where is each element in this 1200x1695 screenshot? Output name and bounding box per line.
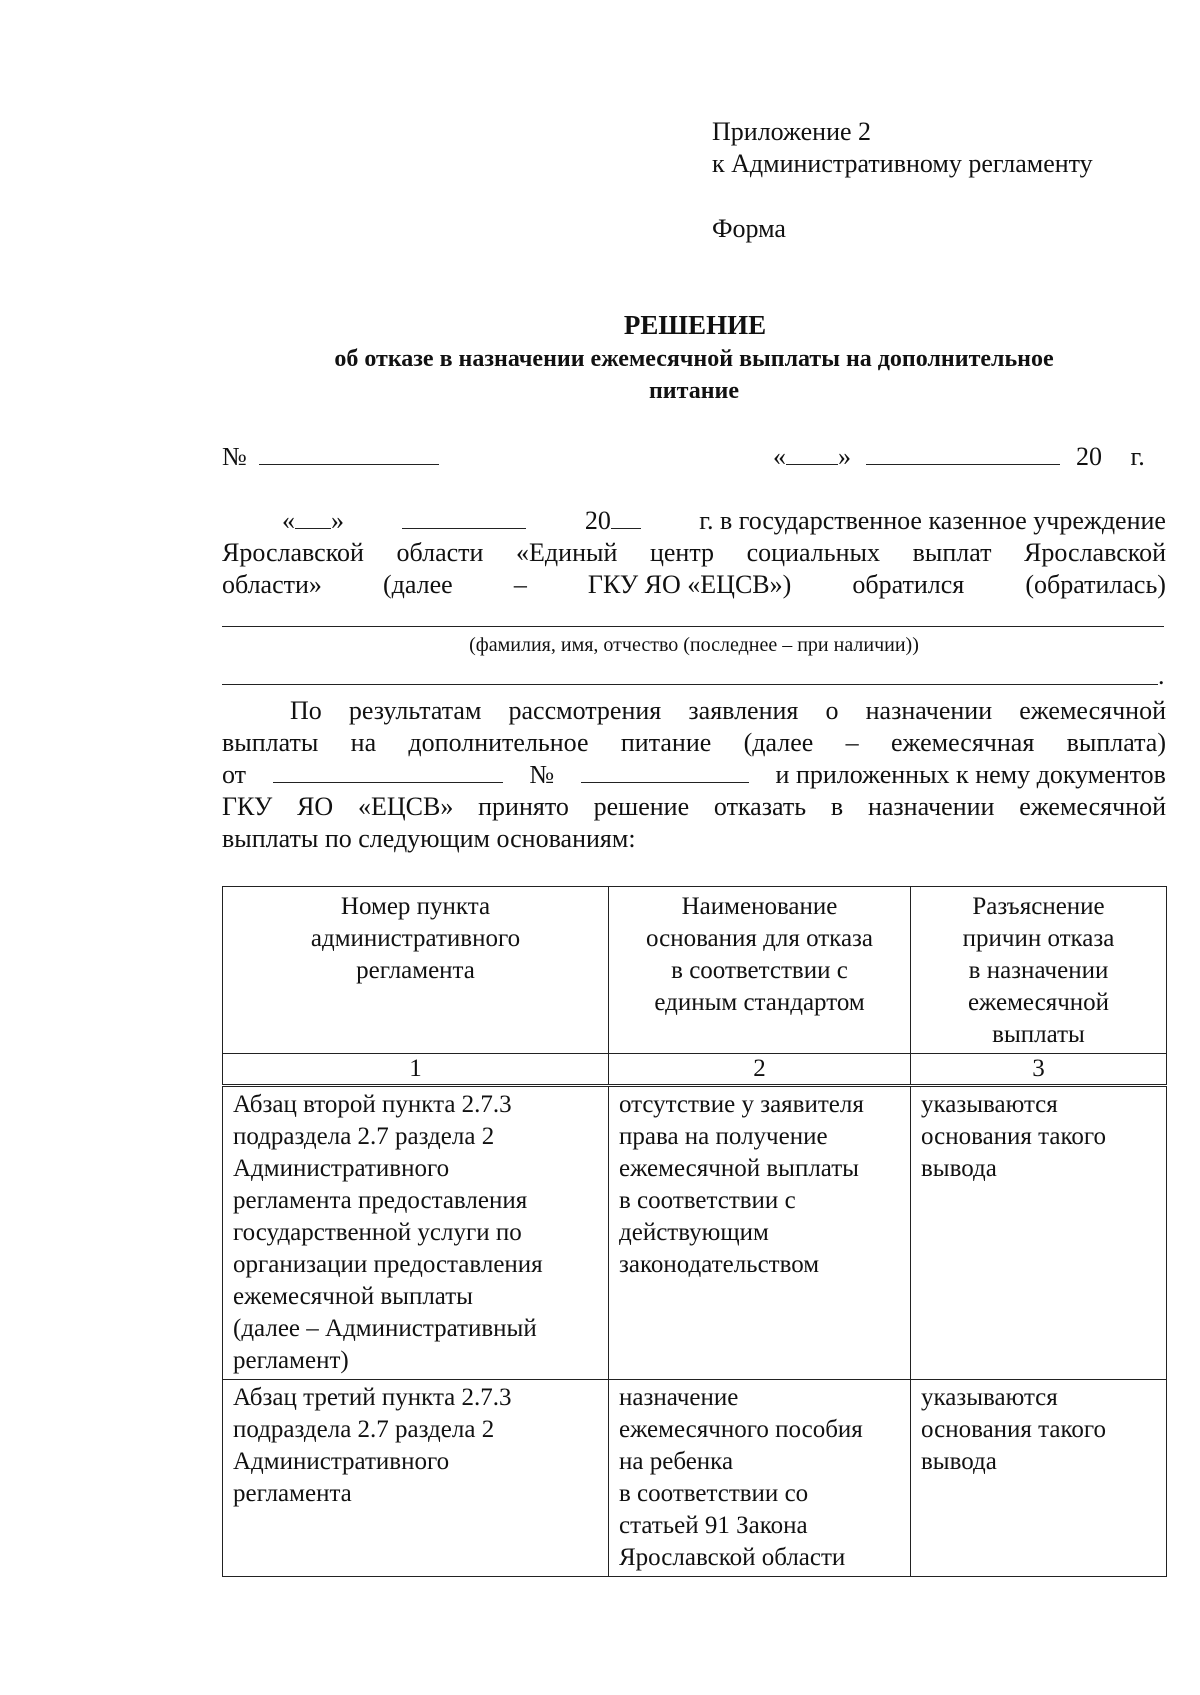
document-subtitle-line1: об отказе в назначении ежемесячной выплаты на дополнительное (334, 346, 1054, 372)
p1-date-open: « » (282, 506, 344, 535)
p1-day-blank[interactable] (295, 506, 331, 529)
paragraph2-line5: выплаты по следующим основаниям: (222, 824, 636, 853)
number-row-left (222, 441, 439, 473)
p1-line1-tail: г. в государственное казенное учреждение (699, 506, 1166, 535)
column-number-1: 1 (223, 1054, 609, 1085)
p1-year-blank[interactable] (611, 506, 641, 529)
grounds-table-numbers (222, 1053, 1167, 1085)
row2-regulation-clause: Абзац третий пункта 2.7.3 подраздела 2.7 раздела 2 Административного регламента (223, 1380, 609, 1577)
month-blank[interactable] (866, 442, 1060, 465)
paragraph2-line1: По результатам рассмотрения заявления о назначении ежемесячной (290, 696, 1166, 725)
paragraph1-line3: области» (далее – ГКУ ЯО «ЕЦСВ») обратился (обратилась) (222, 570, 1166, 599)
grounds-table-body (222, 1086, 1167, 1577)
number-blank[interactable] (259, 442, 439, 465)
row2-explanation: указываются основания такого вывода (911, 1380, 1167, 1577)
paragraph2-line4: ГКУ ЯО «ЕЦСВ» принято решение отказать в назначении ежемесячной (222, 792, 1166, 821)
paragraph2-line2: выплаты на дополнительное питание (далее – ежемесячная выплата) (222, 728, 1166, 757)
column-number-2: 2 (609, 1054, 911, 1085)
regulation-reference: к Административному регламенту (712, 149, 1093, 178)
fio-period: . (1158, 661, 1165, 690)
paragraph2-line3: от № и приложенных к нему документов (222, 760, 1166, 789)
application-date-blank[interactable] (273, 760, 503, 783)
fio-line-2[interactable] (222, 684, 1158, 685)
row1-regulation-clause: Абзац второй пункта 2.7.3 подраздела 2.7 раздела 2 Административного регламента предоставления государственной услуги по организации предоставления ежемесячной выплаты (далее – Административный регламент) (223, 1087, 609, 1380)
p1-month-blank[interactable] (402, 506, 526, 529)
appendix-label: Приложение 2 (712, 117, 872, 146)
header-cell-3: Разъяснение причин отказа в назначении ежемесячной выплаты (911, 887, 1167, 1054)
number-sign: № (222, 442, 247, 471)
fio-line[interactable] (222, 626, 1164, 627)
row1-explanation: указываются основания такого вывода (911, 1087, 1167, 1380)
table-row (223, 1380, 1167, 1577)
application-number-blank[interactable] (581, 760, 749, 783)
p1-year: 20 (585, 505, 641, 537)
row1-refusal-ground: отсутствие у заявителя права на получение ежемесячной выплаты в соответствии с действующим законодательством (609, 1087, 911, 1380)
form-label: Форма (712, 214, 786, 243)
fio-caption: (фамилия, имя, отчество (последнее – при наличии)) (469, 634, 919, 656)
year-prefix: 20 (1076, 442, 1102, 471)
column-number-3: 3 (911, 1054, 1167, 1085)
year-suffix: г. (1130, 442, 1145, 471)
header-cell-1: Номер пункта административного регламента (223, 887, 609, 1054)
grounds-table-header (222, 886, 1167, 1054)
date-row-right (773, 441, 1145, 473)
quote-close: » (838, 442, 851, 471)
document-subtitle-line2: питание (648, 378, 740, 404)
paragraph1-line2: Ярославской области «Единый центр социальных выплат Ярославской (222, 538, 1166, 567)
paragraph1-line1 (222, 505, 1166, 537)
header-cell-2: Наименование основания для отказа в соответствии с единым стандартом (609, 887, 911, 1054)
document-title: РЕШЕНИЕ (623, 310, 767, 340)
day-blank[interactable] (786, 442, 838, 465)
row2-refusal-ground: назначение ежемесячного пособия на ребенка в соответствии со статьей 91 Закона Ярославской области (609, 1380, 911, 1577)
table-row (223, 1087, 1167, 1380)
quote-open: « (773, 442, 786, 471)
